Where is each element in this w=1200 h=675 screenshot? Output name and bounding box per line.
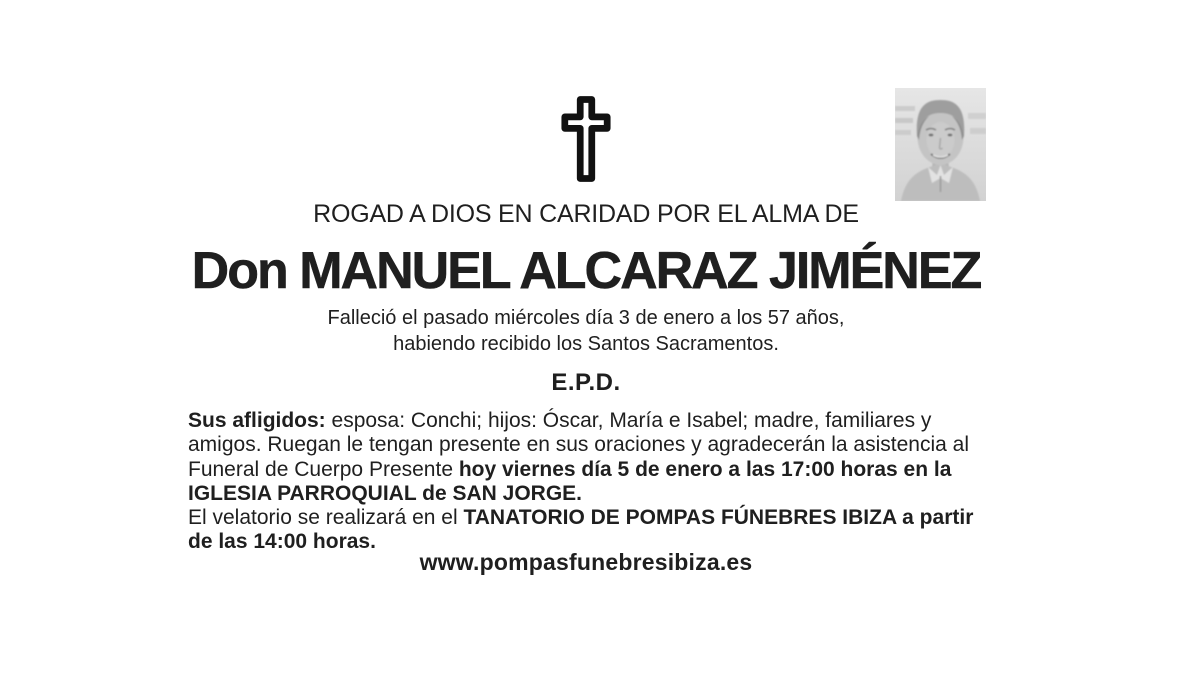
notice-line: El velatorio se realizará en el TANATORIO DE POMPAS FÚNEBRES IBIZA a partir: [188, 506, 974, 530]
deceased-name: Don MANUEL ALCARAZ JIMÉNEZ: [191, 242, 981, 300]
website-url: www.pompasfunebresibiza.es: [419, 549, 753, 575]
notice-paragraph: [188, 409, 1018, 555]
death-info-line-2: habiendo recibido los Santos Sacramentos.: [393, 333, 779, 355]
death-info-line-1: Falleció el pasado miércoles día 3 de enero a los 57 años,: [327, 307, 845, 329]
notice-line: Funeral de Cuerpo Presente hoy viernes día 5 de enero a las 17:00 horas en la: [188, 457, 952, 481]
notice-line: de las 14:00 horas.: [188, 530, 376, 554]
death-info: [0, 305, 1172, 357]
notice-line: amigos. Ruegan le tengan presente en sus oraciones y agradecerán la asistencia al: [188, 433, 969, 457]
epd-abbreviation: E.P.D.: [551, 369, 621, 396]
invocation-line: ROGAD A DIOS EN CARIDAD POR EL ALMA DE: [313, 200, 859, 228]
notice-line: Sus afligidos: esposa: Conchi; hijos: Óscar, María e Isabel; madre, familiares y: [188, 409, 932, 432]
notice-line: IGLESIA PARROQUIAL de SAN JORGE.: [188, 481, 582, 505]
cross-icon: [560, 94, 612, 184]
deceased-portrait-photo: [895, 88, 986, 201]
